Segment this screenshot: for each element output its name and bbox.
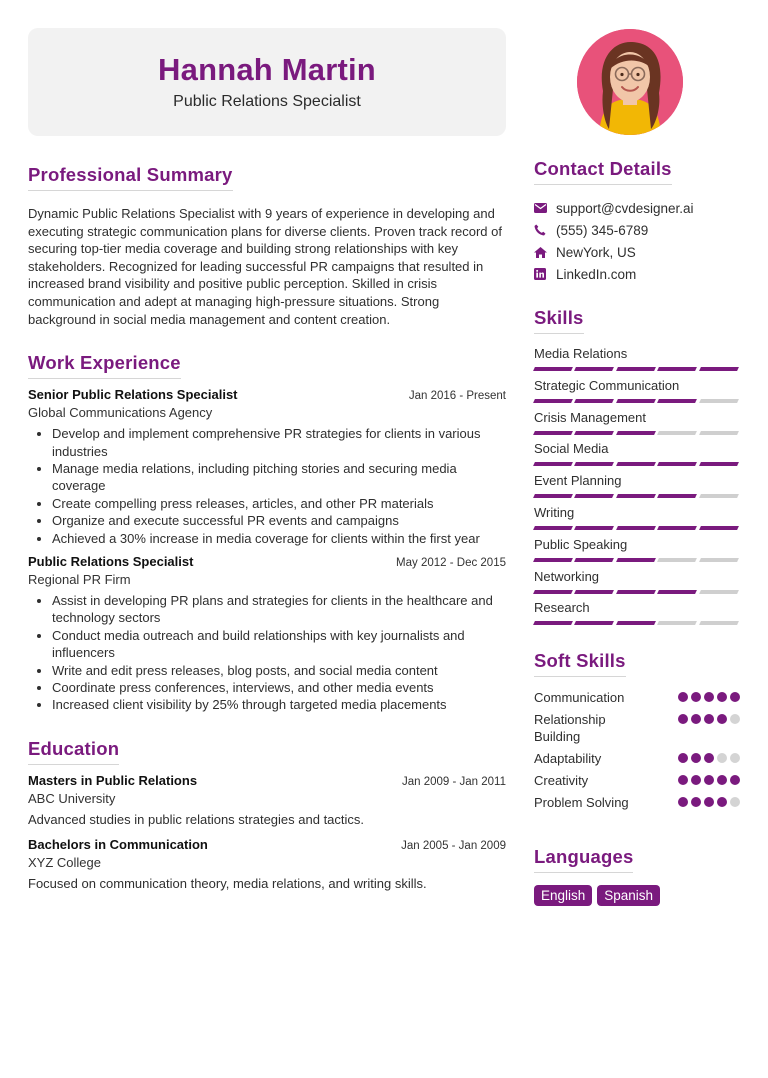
rating-dot (717, 797, 727, 807)
soft-skills-heading: Soft Skills (534, 650, 626, 677)
skill-name: Social Media (534, 441, 609, 457)
skill-level-bar (534, 558, 740, 562)
skill-level-segment (657, 494, 697, 498)
school: XYZ College (28, 854, 101, 870)
skill-item (534, 410, 740, 442)
education-entry (28, 773, 506, 827)
soft-skill-name: Creativity (534, 773, 589, 789)
rating-dot (717, 775, 727, 785)
skill-name: Event Planning (534, 473, 622, 489)
skill-name: Research (534, 600, 590, 616)
skill-level-segment (616, 590, 656, 594)
degree: Masters in Public Relations (28, 772, 198, 788)
rating-dot (730, 714, 740, 724)
skill-level-bar (534, 367, 740, 371)
skill-level-segment (657, 399, 697, 403)
home-icon (534, 247, 556, 258)
job-bullets (28, 592, 506, 714)
job-bullet: • Organize and execute successful PR events and campaigns (52, 512, 506, 529)
skill-level-bar (534, 621, 740, 625)
education-heading: Education (28, 738, 119, 765)
education-description: Focused on communication theory, media relations, and writing skills. (28, 875, 427, 891)
skill-level-segment (616, 494, 656, 498)
soft-skill-rating (678, 797, 740, 807)
main-column (28, 164, 506, 891)
skill-level-segment (616, 367, 656, 371)
candidate-name: Hannah Martin (158, 52, 376, 87)
rating-dot (717, 714, 727, 724)
skill-level-segment (533, 526, 573, 530)
job-dates: May 2012 - Dec 2015 (396, 557, 506, 569)
skill-level-segment (574, 621, 614, 625)
rating-dot (678, 775, 688, 785)
linkedin-text: LinkedIn.com (556, 266, 637, 282)
summary-heading: Professional Summary (28, 164, 233, 191)
soft-skill-rating (678, 692, 740, 702)
skill-level-segment (533, 621, 573, 625)
skill-item (534, 569, 740, 601)
skill-level-segment (657, 462, 697, 466)
job-bullet: • Manage media relations, including pitching stories and securing media coverage (52, 460, 506, 495)
rating-dot (691, 692, 701, 702)
skill-level-segment (699, 590, 739, 594)
profile-photo (577, 29, 683, 135)
job-company: Regional PR Firm (28, 572, 131, 587)
email-text: support@cvdesigner.ai (556, 200, 694, 216)
skill-level-segment (699, 526, 739, 530)
skills-heading: Skills (534, 307, 584, 334)
skill-level-bar (534, 526, 740, 530)
job-bullets (28, 425, 506, 547)
linkedin-icon (534, 268, 556, 280)
skill-level-segment (574, 590, 614, 594)
skill-level-segment (657, 590, 697, 594)
job-bullet: • Achieved a 30% increase in media coverage for clients within the first year (52, 530, 506, 547)
rating-dot (730, 775, 740, 785)
phone-text: (555) 345-6789 (556, 222, 649, 238)
rating-dot (704, 753, 714, 763)
soft-skill-rating (678, 753, 740, 763)
rating-dot (678, 797, 688, 807)
skill-level-bar (534, 494, 740, 498)
job-title: Public Relations Specialist (28, 554, 194, 569)
rating-dot (691, 797, 701, 807)
soft-skill-item (534, 711, 740, 745)
education-dates: Jan 2009 - Jan 2011 (401, 775, 506, 788)
rating-dot (678, 753, 688, 763)
summary-text: Dynamic Public Relations Specialist with 9 years of experience in developing and executing strategic communication plans for diverse clients. Proven track record of securing top-tier media coverage and building strong relationships with key stakeholders. Recognized for leading successful PR campaigns that resulted in increased brand visibility and positive public perception. Skilled in crisis communication and adept at managing high-pressure situations. Strong background in social media management and content creation. (28, 206, 502, 327)
skill-level-bar (534, 399, 740, 403)
skills-list (534, 346, 740, 632)
job-company: Global Communications Agency (28, 405, 213, 421)
rating-dot (730, 692, 740, 702)
job-bullet: • Write and edit press releases, blog posts, and social media content (52, 662, 506, 679)
rating-dot (704, 775, 714, 785)
skill-level-segment (657, 526, 697, 530)
skill-level-segment (533, 462, 573, 466)
contact-heading: Contact Details (534, 158, 672, 185)
skill-level-segment (699, 494, 739, 498)
skill-level-segment (533, 590, 573, 594)
skill-item (534, 441, 740, 473)
contact-email[interactable] (534, 197, 740, 219)
skill-level-segment (533, 431, 573, 435)
skill-level-segment (574, 367, 614, 371)
skill-level-segment (657, 431, 697, 435)
skill-level-segment (574, 462, 614, 466)
header-card (28, 28, 506, 136)
soft-skill-item (534, 794, 740, 811)
soft-skill-name: Communication (534, 690, 625, 706)
skill-level-segment (574, 431, 614, 435)
location-text: NewYork, US (556, 244, 636, 260)
soft-skill-item (534, 772, 740, 789)
education-entry (28, 837, 506, 891)
language-badge: English (534, 885, 592, 906)
job-bullet: • Coordinate press conferences, interviews, and other media events (52, 679, 506, 696)
skill-level-segment (533, 399, 573, 403)
education-dates: Jan 2005 - Jan 2009 (401, 839, 506, 852)
skill-level-segment (657, 367, 697, 371)
rating-dot (678, 692, 688, 702)
rating-dot (717, 753, 727, 763)
profile-photo-illustration (577, 29, 683, 135)
soft-skills-list (534, 689, 740, 811)
education-description: Advanced studies in public relations strategies and tactics. (28, 811, 365, 827)
skill-name: Strategic Communication (534, 377, 680, 393)
job-bullet: • Increased client visibility by 25% through targeted media placements (52, 696, 506, 713)
candidate-title: Public Relations Specialist (173, 93, 361, 110)
soft-skill-name: Relationship Building (534, 712, 606, 745)
skill-level-segment (616, 431, 656, 435)
soft-skill-item (534, 689, 740, 706)
soft-skill-rating (678, 775, 740, 785)
skill-level-segment (699, 462, 739, 466)
skill-level-bar (534, 462, 740, 466)
experience-heading: Work Experience (28, 352, 181, 379)
skill-item (534, 473, 740, 505)
skill-level-segment (616, 526, 656, 530)
skill-level-segment (699, 367, 739, 371)
skill-level-segment (574, 399, 614, 403)
skill-name: Networking (534, 568, 600, 584)
job-bullet: • Develop and implement comprehensive PR strategies for clients in various industries (52, 425, 506, 460)
rating-dot (691, 775, 701, 785)
skill-name: Public Speaking (534, 536, 628, 552)
rating-dot (704, 714, 714, 724)
job-entry (28, 554, 506, 714)
job-title: Senior Public Relations Specialist (28, 387, 238, 403)
rating-dot (730, 797, 740, 807)
sidebar-column (534, 158, 740, 906)
phone-icon (534, 224, 556, 236)
rating-dot (691, 714, 701, 724)
skill-level-segment (616, 462, 656, 466)
language-badge: Spanish (597, 885, 660, 906)
skill-level-segment (657, 621, 697, 625)
contact-list (534, 197, 740, 285)
school: ABC University (28, 790, 116, 806)
skill-level-segment (657, 558, 697, 562)
rating-dot (704, 692, 714, 702)
soft-skill-name: Adaptability (534, 751, 602, 767)
rating-dot (691, 753, 701, 763)
skill-level-segment (699, 558, 739, 562)
skill-item (534, 505, 740, 537)
envelope-icon (534, 203, 556, 213)
skill-name: Crisis Management (534, 409, 646, 425)
skill-item (534, 600, 740, 632)
skill-name: Writing (534, 504, 575, 520)
skill-level-segment (616, 399, 656, 403)
rating-dot (730, 753, 740, 763)
skill-level-segment (574, 526, 614, 530)
skill-level-segment (574, 494, 614, 498)
skill-item (534, 537, 740, 569)
skill-level-segment (699, 431, 739, 435)
skill-level-bar (534, 431, 740, 435)
skill-name: Media Relations (534, 346, 628, 361)
skill-item (534, 346, 740, 378)
skill-level-segment (699, 399, 739, 403)
soft-skill-name: Problem Solving (534, 795, 629, 811)
skill-level-segment (533, 367, 573, 371)
skill-item (534, 378, 740, 410)
skill-level-segment (616, 558, 656, 562)
languages-heading: Languages (534, 846, 633, 873)
soft-skill-item (534, 750, 740, 767)
skill-level-segment (533, 558, 573, 562)
degree: Bachelors in Communication (28, 836, 208, 852)
languages-list (534, 885, 740, 906)
skill-level-segment (699, 621, 739, 625)
job-bullet: • Conduct media outreach and build relationships with key journalists and influencers (52, 627, 506, 662)
rating-dot (704, 797, 714, 807)
contact-location (534, 241, 740, 263)
job-entry (28, 387, 506, 547)
rating-dot (678, 714, 688, 724)
skill-level-segment (616, 621, 656, 625)
job-dates: Jan 2016 - Present (408, 390, 506, 403)
contact-linkedin[interactable] (534, 263, 740, 285)
soft-skill-rating (678, 714, 740, 724)
rating-dot (717, 692, 727, 702)
contact-phone[interactable] (534, 219, 740, 241)
job-bullet: • Create compelling press releases, articles, and other PR materials (52, 495, 506, 512)
job-bullet: • Assist in developing PR plans and strategies for clients in the healthcare and technology sectors (52, 592, 506, 627)
skill-level-segment (574, 558, 614, 562)
skill-level-segment (533, 494, 573, 498)
skill-level-bar (534, 590, 740, 594)
